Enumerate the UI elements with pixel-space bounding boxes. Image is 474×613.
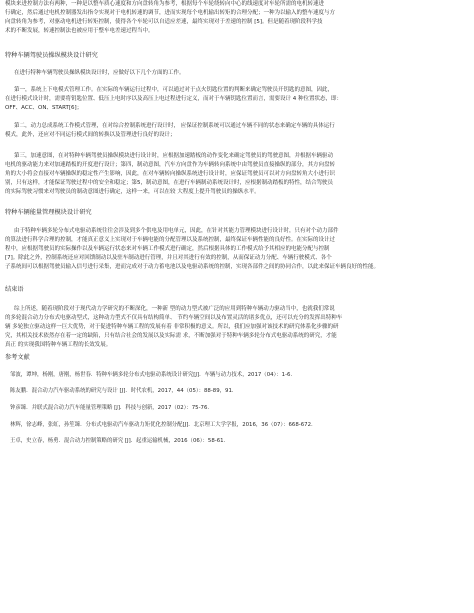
paragraph-power-mode xyxy=(5,86,471,113)
text-line: 角的大小将会直接对车辆操纵的稳定性产生影响，因此，在对车辆转向操纵系统进行设计时，应保证驾驶员可以对方向盘转角大小进行识 xyxy=(5,171,336,178)
text-line: 的实际驾驶习惯来对驾驶员的制动意图进行确定，这样一来，可以在较 大程度上提升驾驶员的操纵水平。 xyxy=(5,189,260,196)
text-line: 的算法进行科学合理的控制，才能真正意义上实现对于车辆电能的分配管理以及系统控制，最终保证车辆性能的良好性。在实际的设计过 xyxy=(5,237,336,244)
text-line: OFF、ACC、ON、START[6]； xyxy=(5,105,83,112)
text-line: 程中，应根据驾驶员的实际操作以及车辆运行状态来对车辆工作模式进行确定，然后根据具体的工作模式给予其相应的电能分配与控制 xyxy=(5,246,330,253)
text-line: 第一，系统上下电模式管理工作。在实际的车辆运行过程中，可以通过对于点火钥匙位置的判断来确定驾驶员开钥匙的意图，因此， xyxy=(14,87,334,93)
reference-item: 钟彦臻．并联式混合动力汽车能量管理策略 [J]．科技与创新，2017（02）：75-76. xyxy=(10,405,210,411)
reference-item: 王卓，史立春，杨勇．混合动力控制策略的研究 [J]．起重运输机械，2016（06）：58-61. xyxy=(10,438,226,444)
text-line: 子系统间可以根据驾驶员输入信号进行采集，进而完成对于动力蓄电池以及电驱动系统的控制，实现各部件之间的协同合作，以此来保证车辆良好的性能。 xyxy=(5,264,380,271)
intro-line: 向盘转角为参考，对驱动电机进行转矩控制，使得各个车轮可以自适应差速，最终实现对于差速的控制 [5]。但是随着现阶段科学技 xyxy=(5,19,323,26)
paragraph-conclusion xyxy=(5,305,471,350)
paragraph-powertrain xyxy=(5,122,471,140)
text-line: 辆 多轮独立驱动这样一巨大优势，对于促进特种车辆工程的发展有着 非常积极的意义。所以，我们应加强对该技术的研究体系化步骤的研 xyxy=(5,324,339,331)
section-heading-energy-module: 特种车辆能量管理模块设计研究 xyxy=(5,209,92,216)
text-line: 真正 的实现我国特种车辆工程的长效发展。 xyxy=(5,342,112,349)
references-heading: 参考文献 xyxy=(5,354,30,361)
text-line: 由于特种车辆多轮分布式电驱动系统往往会涉及到多个供电及用电单元，因此，在针对其能力管理模块进行设计时，只有对个动力部件 xyxy=(14,228,339,234)
text-line: 第二，动力总成系统工作模式管理，在对综合控制系统进行设计时， 应保证控制系统可以通过车辆不同的状态来确定车辆的具体运行 xyxy=(14,123,335,129)
reference-item: 林辉，徐志峰，张虹，孙笙臻．分布式电驱动汽车驱动力矩优化控制分配[J]．北京理工大学学报，2016，36（07）：668-672. xyxy=(10,422,313,428)
section-heading-conclusion: 结束语 xyxy=(5,286,24,293)
text-line: 第三，加速意图，在对特种车辆驾驶员操纵模块进行设计时，应根据加速踏板的动作变化来确定驾驶员的驾驶意图，并根据车辆驱动 xyxy=(14,153,334,159)
intro-line: 模块来进控制方法有两种，一种是以整车质心速度和方向盘转角为参考，根据每个车轮绕转向中心的线速度对车轮所需的电机转速进 xyxy=(5,1,325,7)
text-line: [7]。除此之外，控制系统还应对回馈制动以及驻车制动进行管理，并且对其进行有效的控制，从而保证动力分配、车辆行驶模式、各个 xyxy=(5,255,332,262)
intro-line: 术的不断发展，转速控制法也被应用于整车电差速过程当中。 xyxy=(5,28,154,35)
text-line: 别，只有这样，才能保证驾驶过程中的安全和稳定；第5，制动意图，在进行车辆制动系统设计时，应根据制动踏板的特性，结合驾驶员 xyxy=(5,180,334,187)
reference-item: 邹波，谭坤，杨刚，唐刚，杨世春．特种车辆多轮分布式电驱动系统设计研究[J]．车辆与动力技术，2017（04）：1-6. xyxy=(10,372,293,378)
text-line: 模式，此外，还应对不同运行模式间的转换以及管理进行良好的设计； xyxy=(5,132,176,139)
text-line: 在进行模式设计时，需要将钥匙位置、低压上电时序以及高压上电过程进行定义，而对于车辆钥匙位置而言，需要设计 4 种位置状态，即： xyxy=(5,96,343,103)
reference-item: 陈友鹏．混合动力汽车驱动系统的研究与设计 [J]．时代农机，2017，44（05）：88-89，91. xyxy=(10,388,234,394)
text-line: 究，其相关技术依然存在着一定的缺陷，只有结合社会的发展以及实际需 求，不断加强对于特种车辆多轮分布式电驱动系统的研究，才能 xyxy=(5,333,337,340)
paragraph: 在进行特种车辆驾驶员操纵模块设计时，应做好以下几个方面的工作。 xyxy=(14,70,185,76)
text-line: 的多轮混合动力分布式电驱动型式，这种动力型式不仅具有结构简单、 节约车辆空间以及布置灵活的诸多优点，还可以充分的发挥出特种车 xyxy=(5,315,343,322)
section-heading-driver-module: 特种车辆驾驶员操纵模块设计研究 xyxy=(5,52,98,59)
text-line: 电机的驱动能力来对加速踏板的开度进行设计；第四，制动意图，汽车方向盘作为车辆转向系统中由驾驶员直接操纵的部分，其方向盘转 xyxy=(5,162,336,169)
paragraph-energy xyxy=(5,227,471,272)
text-line: 综上所述，随着现阶段对于现代动力学研究的不断深化，一种新 型的动力型式被广泛的应用到特种车辆动力驱动当中，也就我们常说 xyxy=(14,306,335,312)
intro-line: 行确定，然后通过电机控制器发出指令实现对于电机转速的调节，进而实现每个电机输出转矩的合理分配；一种为以输入的整车速度与方 xyxy=(5,10,336,17)
paragraph-intents xyxy=(5,152,471,197)
intro-paragraph xyxy=(5,0,471,36)
